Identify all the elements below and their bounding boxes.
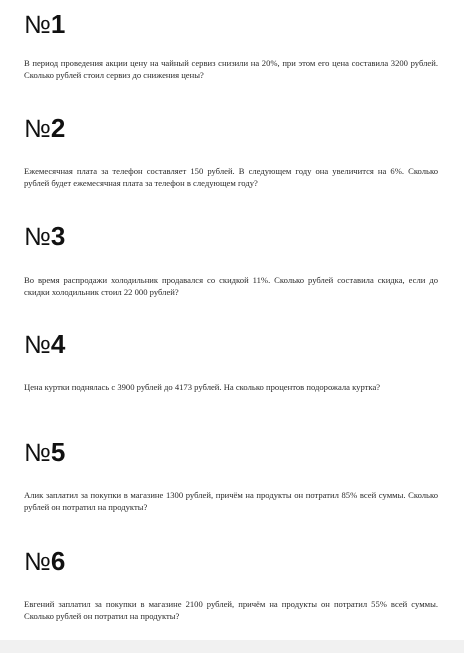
number-sign: № <box>24 439 51 467</box>
problem-number-heading <box>24 222 440 250</box>
number-sign: № <box>24 331 51 359</box>
problem-number: 1 <box>50 9 66 39</box>
problem-number-heading <box>24 438 440 466</box>
problem-number-heading <box>24 330 440 358</box>
problem-number-heading <box>24 547 440 575</box>
problem-text: Во время распродажи холодильник продавался со скидкой 11%. Сколько рублей составила скидка, если до скидки холодильник стоил 22 000 рублей? <box>24 275 438 297</box>
problem-5 <box>24 437 440 512</box>
problem-number-heading <box>24 114 440 142</box>
problem-2 <box>24 113 440 188</box>
number-sign: № <box>24 548 51 576</box>
problem-number: 2 <box>50 113 66 143</box>
problem-text: В период проведения акции цену на чайный сервиз снизили на 20%, при этом его цена составила 3200 рублей. Сколько рублей стоил сервиз до снижения цены? <box>24 58 438 80</box>
problem-6 <box>24 546 440 621</box>
problem-number: 4 <box>50 329 66 359</box>
problem-3 <box>24 221 440 297</box>
problem-text: Евгений заплатил за покупки в магазине 2100 рублей, причём на продукты он потратил 55% всей суммы. Сколько рублей он потратил на продукты? <box>24 599 438 621</box>
problem-1 <box>24 9 440 80</box>
number-sign: № <box>24 115 51 143</box>
problem-number: 5 <box>50 437 66 467</box>
problem-text: Цена куртки поднялась с 3900 рублей до 4173 рублей. На сколько процентов подорожала куртка? <box>24 382 381 392</box>
problem-text: Алик заплатил за покупки в магазине 1300 рублей, причём на продукты он потратил 85% всей суммы. Сколько рублей он потратил на продукты? <box>24 490 438 512</box>
number-sign: № <box>24 11 51 39</box>
problem-number: 3 <box>50 221 66 251</box>
number-sign: № <box>24 223 51 251</box>
problem-text: Ежемесячная плата за телефон составляет 150 рублей. В следующем году она увеличится на 6%. Сколько рублей будет ежемесячная плата за телефон в следующем году? <box>24 166 438 188</box>
problem-number-heading <box>24 10 440 38</box>
problem-4 <box>24 329 440 392</box>
problem-number: 6 <box>50 546 66 576</box>
page-bottom-edge <box>0 640 464 653</box>
